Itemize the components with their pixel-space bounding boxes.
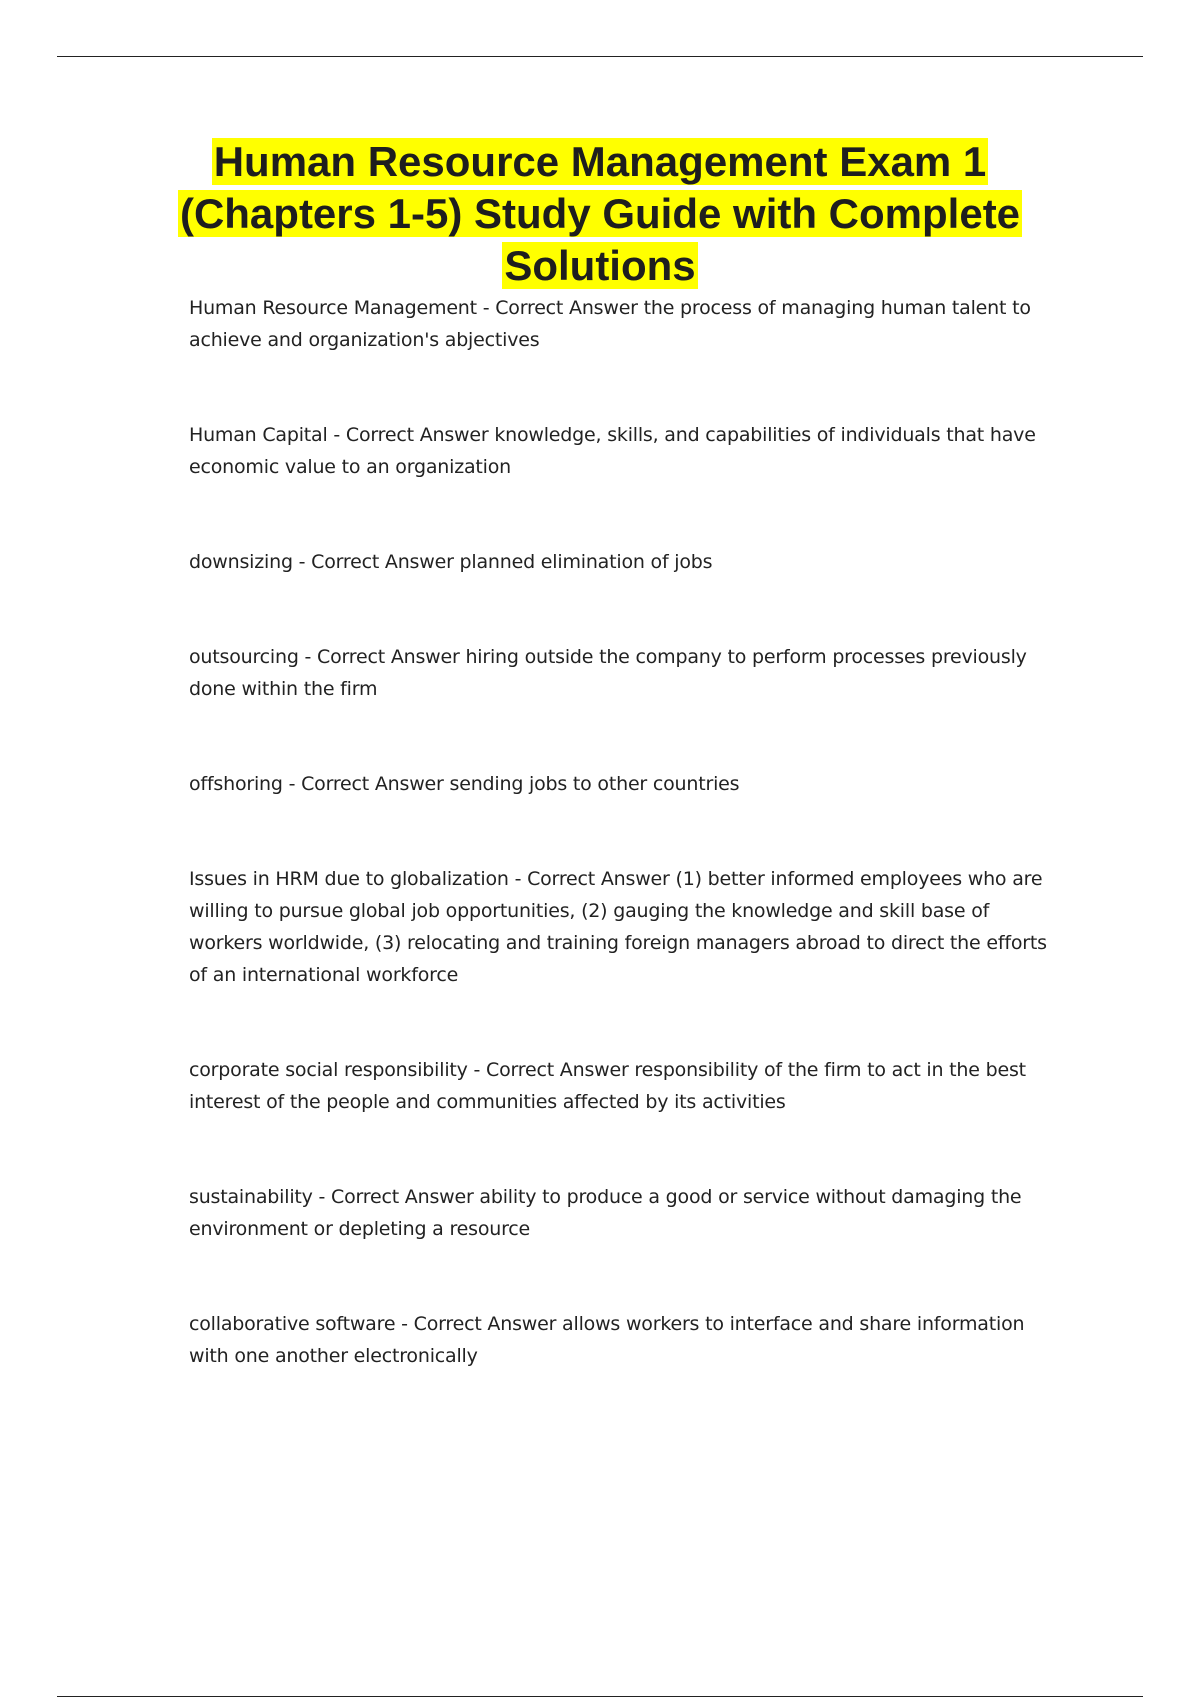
top-rule: [57, 56, 1143, 57]
document-title: Human Resource Management Exam 1 (Chapters 1-5) Study Guide with Complete Solutions: [179, 138, 1021, 289]
entry-outsourcing: outsourcing - Correct Answer hiring outside the company to perform processes previously done within the firm: [189, 646, 1027, 700]
entry-list: [189, 292, 1049, 1435]
entry-collaborative-software: collaborative software - Correct Answer allows workers to interface and share information with one another electronically: [189, 1313, 1025, 1367]
title-block: [150, 136, 1050, 292]
entry-sustainability: sustainability - Correct Answer ability to produce a good or service without damaging the environment or depleting a resource: [189, 1186, 1022, 1240]
entry-corporate-social-responsibility: corporate social responsibility - Correct Answer responsibility of the firm to act in the best interest of the people and communities affected by its activities: [189, 1059, 1026, 1113]
entry-downsizing: downsizing - Correct Answer planned elimination of jobs: [189, 551, 713, 573]
entry-offshoring: offshoring - Correct Answer sending jobs to other countries: [189, 773, 740, 795]
bottom-rule: [57, 1696, 1143, 1697]
entry-human-resource-management: Human Resource Management - Correct Answer the process of managing human talent to achieve and organization's abjectives: [189, 297, 1031, 351]
entry-human-capital: Human Capital - Correct Answer knowledge, skills, and capabilities of individuals that have economic value to an organization: [189, 424, 1036, 478]
entry-globalization-issues: Issues in HRM due to globalization - Correct Answer (1) better informed employees who are willing to pursue global job opportunities, (2) gauging the knowledge and skill base of workers worldwide, (3) relocating and training foreign managers abroad to direct the efforts of an international workforce: [189, 868, 1047, 986]
